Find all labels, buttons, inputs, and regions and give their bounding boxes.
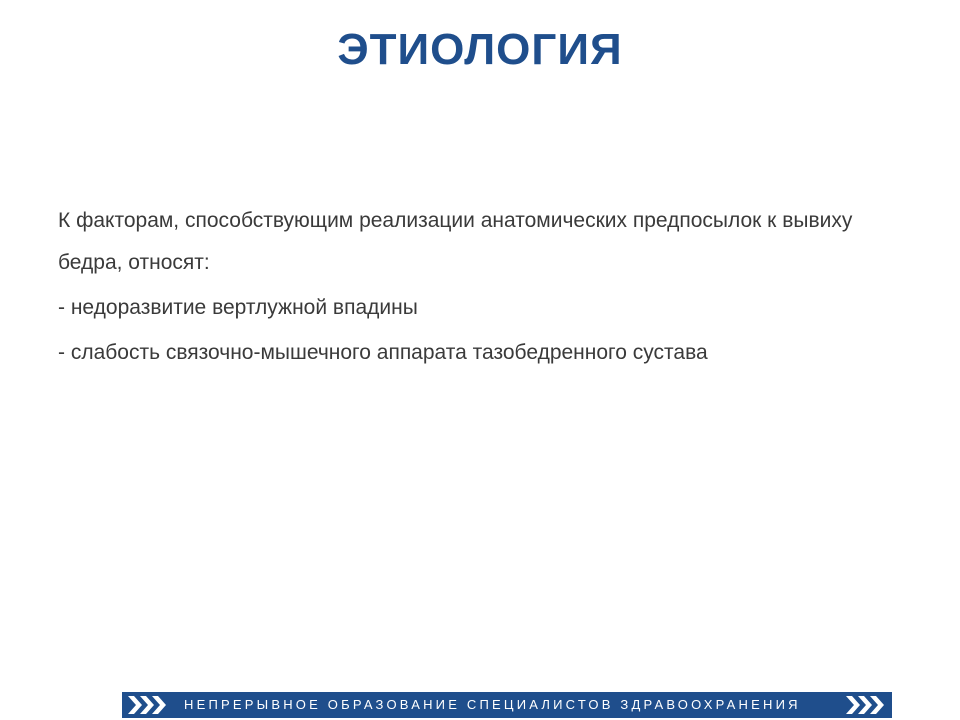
slide-title: ЭТИОЛОГИЯ xyxy=(337,25,623,74)
footer-text: НЕПРЕРЫВНОЕ ОБРАЗОВАНИЕ СПЕЦИАЛИСТОВ ЗДРАВООХРАНЕНИЯ xyxy=(184,697,801,712)
list-item: - недоразвитие вертлужной впадины xyxy=(58,296,418,319)
intro-paragraph: К факторам, способствующим реализации анатомических предпосылок к вывиху бедра, относят: xyxy=(58,209,853,274)
double-chevron-right-icon xyxy=(846,696,886,714)
footer xyxy=(0,690,960,720)
list-item: - слабость связочно-мышечного аппарата тазобедренного сустава xyxy=(58,341,708,364)
double-chevron-right-icon xyxy=(128,696,168,714)
slide-content xyxy=(58,200,908,374)
